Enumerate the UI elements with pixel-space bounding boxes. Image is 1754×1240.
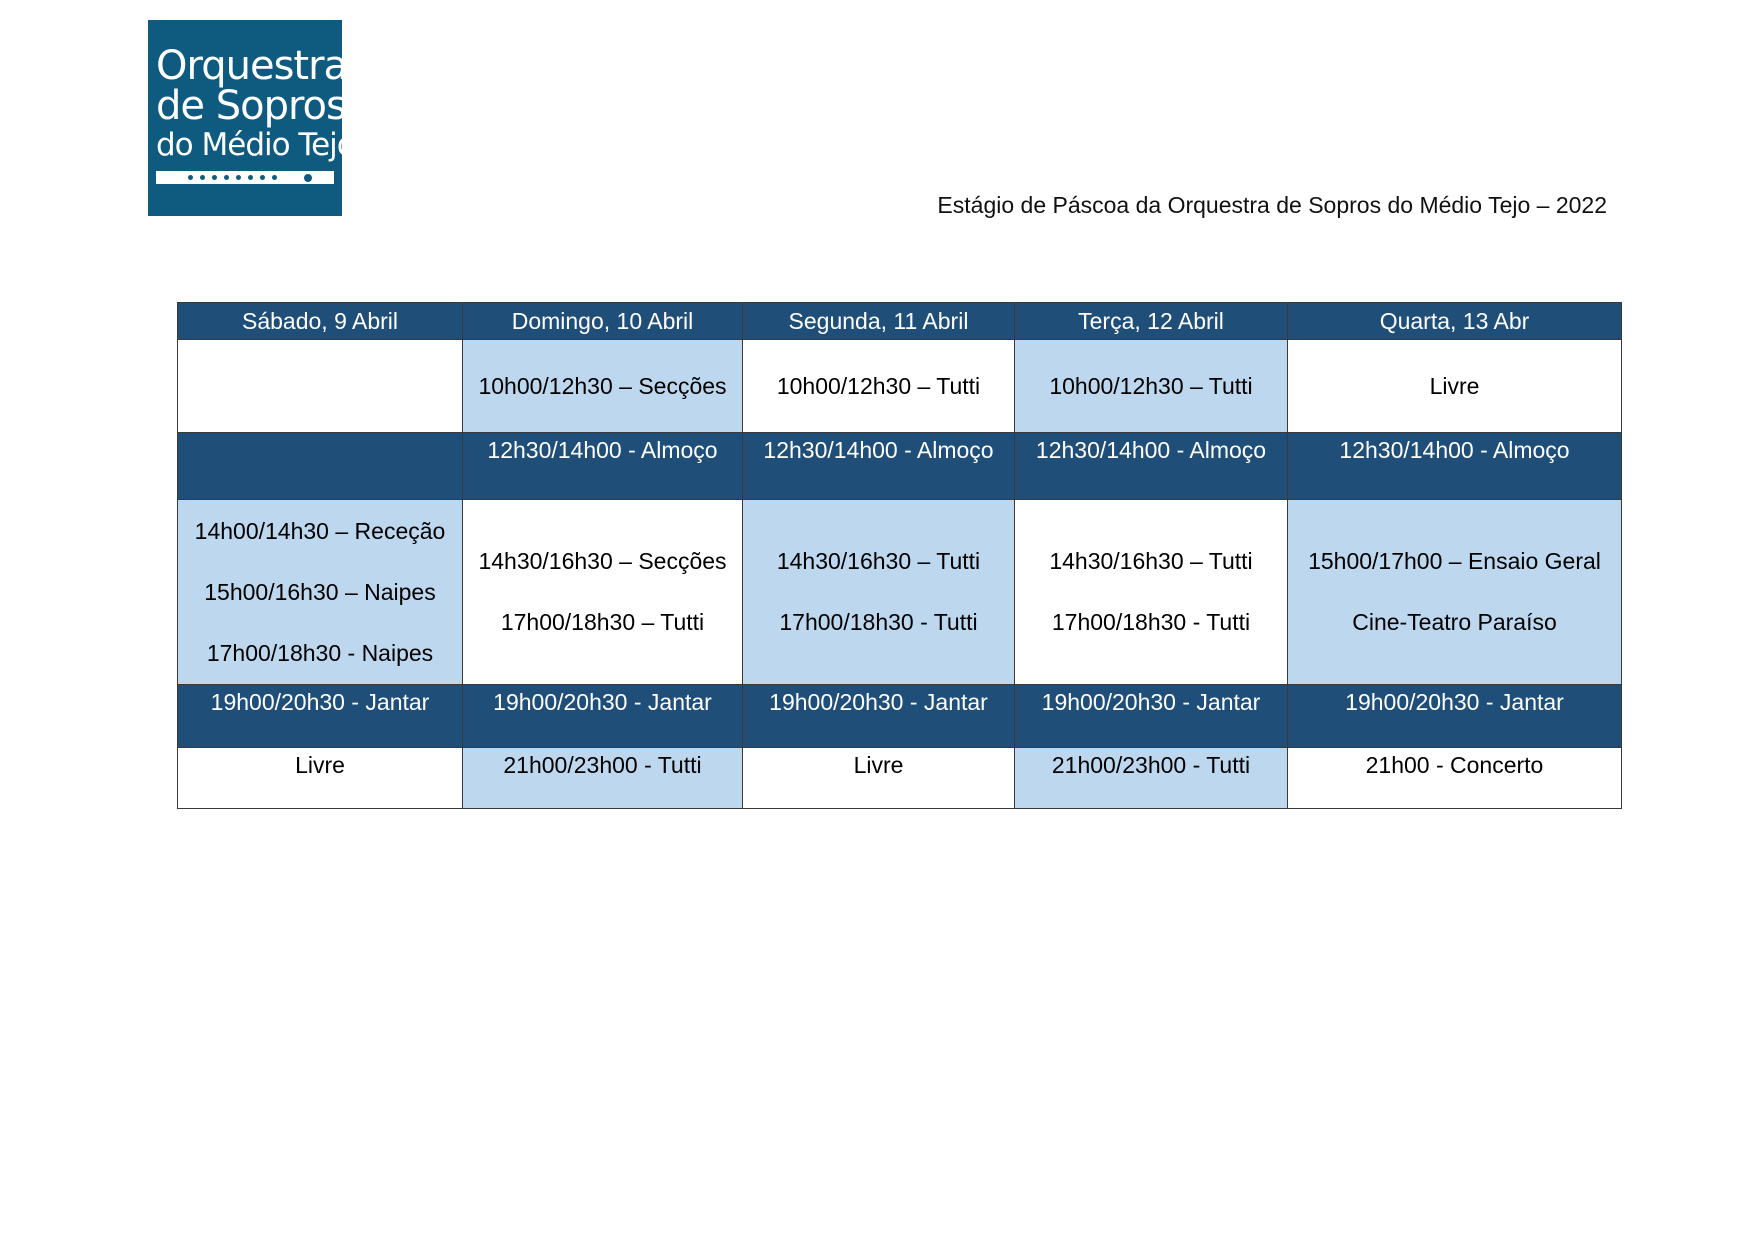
evening-cell-sunday: 21h00/23h00 - Tutti	[463, 748, 743, 809]
dinner-cell-tuesday: 19h00/20h30 - Jantar	[1015, 685, 1288, 748]
orchestra-logo	[148, 20, 355, 216]
header-row	[178, 303, 1622, 340]
afternoon-item: 17h00/18h30 - Tutti	[1051, 609, 1251, 635]
dinner-cell-sunday: 19h00/20h30 - Jantar	[463, 685, 743, 748]
morning-row	[178, 340, 1622, 433]
logo-line-3: do Médio Tejo	[156, 127, 355, 163]
afternoon-item: 15h00/17h00 – Ensaio Geral	[1308, 548, 1601, 574]
afternoon-cell-wednesday	[1288, 500, 1622, 685]
dinner-cell-monday: 19h00/20h30 - Jantar	[743, 685, 1015, 748]
afternoon-item: 15h00/16h30 – Naipes	[204, 578, 436, 605]
evening-cell-monday: Livre	[743, 748, 1015, 809]
evening-cell-wednesday: 21h00 - Concerto	[1288, 748, 1622, 809]
afternoon-cell-tuesday	[1015, 500, 1288, 685]
afternoon-cell-saturday	[178, 500, 463, 685]
morning-cell-sunday: 10h00/12h30 – Secções	[463, 340, 743, 433]
logo-dot	[260, 175, 265, 180]
lunch-cell-wednesday: 12h30/14h00 - Almoço	[1288, 433, 1622, 500]
afternoon-item: 14h00/14h30 – Receção	[194, 517, 446, 544]
logo-dot	[224, 175, 229, 180]
logo-line-2: de Sopros	[156, 83, 346, 129]
morning-cell-wednesday: Livre	[1288, 340, 1622, 433]
document-title: Estágio de Páscoa da Orquestra de Sopros do Médio Tejo – 2022	[937, 192, 1607, 218]
day-header-monday: Segunda, 11 Abril	[743, 303, 1015, 340]
logo-dot-bar	[156, 171, 334, 184]
dinner-row	[178, 685, 1622, 748]
lunch-cell-sunday: 12h30/14h00 - Almoço	[463, 433, 743, 500]
lunch-cell-tuesday: 12h30/14h00 - Almoço	[1015, 433, 1288, 500]
logo-dot	[188, 175, 193, 180]
afternoon-item: 17h00/18h30 - Tutti	[779, 609, 978, 635]
evening-cell-tuesday: 21h00/23h00 - Tutti	[1015, 748, 1288, 809]
afternoon-cell-sunday	[463, 500, 743, 685]
afternoon-item: 14h30/16h30 – Tutti	[776, 548, 981, 574]
day-header-wednesday: Quarta, 13 Abr	[1288, 303, 1622, 340]
afternoon-item: 17h00/18h30 - Naipes	[206, 639, 434, 666]
lunch-cell-monday: 12h30/14h00 - Almoço	[743, 433, 1015, 500]
afternoon-item: 14h30/16h30 – Secções	[478, 548, 727, 574]
schedule-table	[177, 302, 1622, 809]
afternoon-item: Cine-Teatro Paraíso	[1352, 609, 1557, 635]
logo-dot	[272, 175, 277, 180]
morning-cell-saturday	[178, 340, 463, 433]
afternoon-item: 14h30/16h30 – Tutti	[1049, 548, 1253, 574]
day-header-sunday: Domingo, 10 Abril	[463, 303, 743, 340]
evening-cell-saturday: Livre	[178, 748, 463, 809]
dinner-cell-wednesday: 19h00/20h30 - Jantar	[1288, 685, 1622, 748]
lunch-cell-saturday	[178, 433, 463, 500]
afternoon-item: 17h00/18h30 – Tutti	[500, 609, 705, 635]
logo-dot	[248, 175, 253, 180]
logo-line-1: Orquestra	[156, 43, 348, 89]
day-header-saturday: Sábado, 9 Abril	[178, 303, 463, 340]
morning-cell-monday: 10h00/12h30 – Tutti	[743, 340, 1015, 433]
logo-dot-large	[304, 174, 312, 182]
logo-dot	[236, 175, 241, 180]
dinner-cell-saturday: 19h00/20h30 - Jantar	[178, 685, 463, 748]
afternoon-row	[178, 500, 1622, 685]
morning-cell-tuesday: 10h00/12h30 – Tutti	[1015, 340, 1288, 433]
logo-dot	[200, 175, 205, 180]
logo-dot	[212, 175, 217, 180]
evening-row	[178, 748, 1622, 809]
afternoon-cell-monday	[743, 500, 1015, 685]
day-header-tuesday: Terça, 12 Abril	[1015, 303, 1288, 340]
lunch-row	[178, 433, 1622, 500]
